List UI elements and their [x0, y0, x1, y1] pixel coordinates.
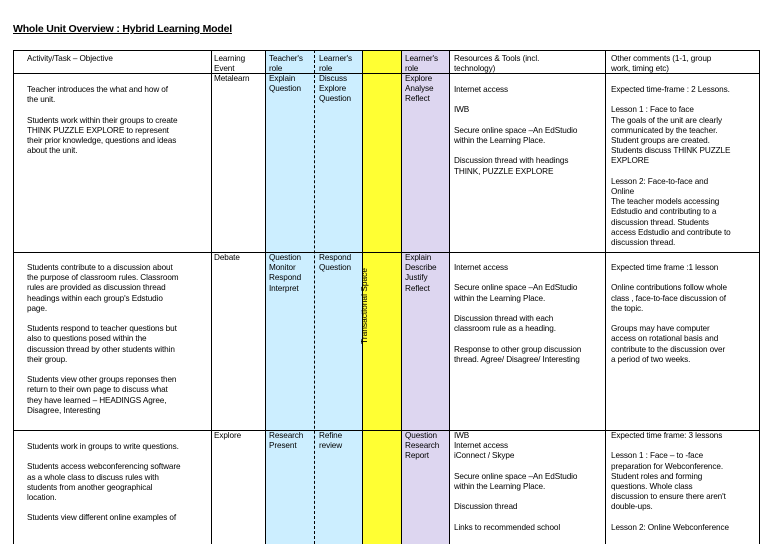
cell-text-line: double-ups.	[611, 502, 653, 512]
cell-text-line: Secure online space –An EdStudio	[454, 125, 578, 135]
row3-learner-role-2	[405, 431, 439, 462]
cell-text-line: the topic.	[611, 303, 644, 313]
cell-text-line: Lesson 2: Online Webconference	[611, 522, 729, 532]
cell-text-line: Lesson 2: Face-to-face and	[611, 176, 709, 186]
row2-comments	[611, 263, 727, 375]
cell-text-line: class , face-to-face discussion of	[611, 293, 726, 303]
cell-text-line: Present	[269, 441, 297, 451]
cell-text-line: thread. Agree/ Disagree/ Interesting	[454, 354, 580, 364]
cell-text-line: classroom rule as a heading.	[454, 324, 556, 334]
cell-text-line: also to questions posed within the	[27, 334, 147, 344]
row1-learning-event	[214, 74, 250, 84]
cell-text-line: questions. Whole class	[611, 482, 693, 491]
header-teachers-role	[269, 54, 303, 74]
cell-text-line: Disagree, Interesting	[27, 405, 101, 415]
cell-text-line: Research	[269, 431, 304, 440]
cell-text-line: Discussion thread	[454, 502, 518, 512]
cell-text-line: Teacher introduces the what and how of	[27, 85, 168, 94]
cell-text-line: as a whole class to discuss rules with	[27, 472, 159, 482]
row1-teacher-role	[269, 74, 301, 94]
cell-text-line: Activity/Task – Objective	[27, 54, 113, 63]
cell-text-line: Students access webconferencing software	[27, 462, 181, 472]
cell-text-line: Students work in groups to write questions.	[27, 442, 179, 451]
document-title: Whole Unit Overview : Hybrid Learning Model	[13, 23, 232, 35]
cell-text-line: Lesson 1 : Face – to -face	[611, 451, 704, 461]
cell-text-line: Report	[405, 451, 429, 461]
cell-text-line: the unit.	[27, 95, 56, 105]
cell-text-line: access on rotational basis and	[611, 334, 719, 344]
column-border	[759, 50, 760, 544]
cell-text-line: Explore	[214, 431, 242, 440]
cell-text-line: communicated by the teacher.	[611, 125, 718, 135]
row3-activity	[27, 442, 180, 534]
cell-text-line: Online	[611, 187, 635, 196]
cell-text-line: Question	[405, 431, 437, 440]
learner-role-column-bg	[314, 50, 362, 544]
cell-text-line: EXPLORE	[611, 156, 649, 166]
cell-text-line: Internet access	[454, 441, 509, 451]
cell-text-line: Justify	[405, 273, 428, 283]
cell-text-line: Lesson 1 : Face to face	[611, 105, 694, 115]
cell-text-line: discussion thread. Students	[611, 217, 709, 227]
cell-text-line: Resources & Tools (incl.	[454, 54, 540, 63]
row1-learner-role-2	[405, 74, 433, 105]
header-activity	[27, 54, 113, 64]
row2-activity	[27, 263, 179, 426]
cell-text-line: Describe	[405, 263, 437, 273]
transactional-space-label: Transactional Space	[359, 267, 369, 345]
cell-text-line: Internet access	[454, 85, 509, 94]
cell-text-line: students from another geographical	[27, 482, 153, 492]
cell-text-line: discussion to ensure there aren't	[611, 492, 726, 502]
column-border-dashed	[314, 50, 315, 544]
row1-comments	[611, 85, 731, 258]
cell-text-line: Question	[319, 263, 351, 273]
column-border	[211, 50, 212, 544]
cell-text-line: Discuss	[319, 74, 347, 83]
cell-text-line: Learning	[214, 54, 246, 63]
row2-teacher-role	[269, 253, 301, 294]
cell-text-line: Analyse	[405, 84, 434, 94]
cell-text-line: their group.	[27, 354, 68, 364]
cell-text-line: Secure online space –An EdStudio	[454, 283, 578, 293]
cell-text-line: a period of two weeks.	[611, 354, 691, 364]
cell-text-line: IWB	[454, 431, 470, 440]
cell-text-line: work, timing etc)	[611, 64, 669, 74]
cell-text-line: role	[405, 64, 419, 74]
row2-learning-event	[214, 253, 240, 263]
cell-text-line: Students view other groups reponses then	[27, 375, 177, 385]
cell-text-line: Respond	[269, 273, 302, 283]
cell-text-line: within the Learning Place.	[454, 135, 546, 145]
cell-text-line: Internet access	[454, 263, 509, 272]
cell-text-line: Expected time frame :1 lesson	[611, 263, 719, 272]
cell-text-line: Students respond to teacher questions but	[27, 324, 177, 334]
cell-text-line: role	[319, 64, 333, 74]
cell-text-line: Teacher's	[269, 54, 303, 63]
row2-learner-role-2	[405, 253, 437, 294]
cell-text-line: contribute to the discussion over	[611, 344, 726, 354]
cell-text-line: THINK PUZZLE EXPLORE to represent	[27, 125, 169, 135]
cell-text-line: they have learned – HEADINGS Agree,	[27, 395, 167, 405]
cell-text-line: Students discuss THINK PUZZLE	[611, 146, 731, 156]
header-learners-role	[319, 54, 352, 74]
cell-text-line: Reflect	[405, 94, 430, 104]
column-border	[13, 50, 14, 544]
cell-text-line: Question	[319, 94, 351, 104]
cell-text-line: Event	[214, 64, 235, 74]
cell-text-line: Explore	[405, 74, 433, 83]
cell-text-line: Students view different online examples of	[27, 513, 177, 523]
cell-text-line: Groups may have computer	[611, 324, 710, 334]
cell-text-line: Edstudio and contributing to a	[611, 207, 717, 217]
header-resources	[454, 54, 539, 74]
cell-text-line: THINK, PUZZLE EXPLORE	[454, 166, 554, 176]
row3-learning-event	[214, 431, 241, 441]
cell-text-line: Explore	[319, 84, 347, 94]
cell-text-line: Monitor	[269, 263, 296, 273]
cell-text-line: Response to other group discussion	[454, 344, 582, 354]
cell-text-line: iConnect / Skype	[454, 451, 515, 461]
header-learners-role-2	[405, 54, 438, 74]
cell-text-line: within the Learning Place.	[454, 293, 546, 303]
cell-text-line: Reflect	[405, 283, 430, 293]
row3-comments	[611, 431, 729, 543]
cell-text-line: Expected time-frame : 2 Lessons.	[611, 85, 730, 94]
cell-text-line: their prior knowledge, questions and ideas	[27, 136, 177, 145]
cell-text-line: Student roles and forming	[611, 471, 703, 481]
column-border	[605, 50, 606, 544]
cell-text-line: Explain	[269, 74, 296, 83]
row2-resources	[454, 263, 581, 375]
cell-text-line: technology)	[454, 64, 496, 74]
cell-text-line: role	[269, 64, 283, 74]
column-border	[449, 50, 450, 544]
cell-text-line: review	[319, 441, 343, 451]
cell-text-line: headings within each group's Edstudio	[27, 293, 163, 303]
cell-text-line: Student groups are created.	[611, 136, 710, 145]
header-learning-event	[214, 54, 245, 74]
cell-text-line: Links to recommended school	[454, 522, 561, 532]
learner-role-2-column-bg	[401, 50, 449, 544]
table-top-border	[13, 50, 759, 51]
cell-text-line: location.	[27, 493, 57, 502]
cell-text-line: Students work within their groups to create	[27, 115, 178, 125]
cell-text-line: rules are provided as discussion thread	[27, 283, 166, 293]
row1-activity	[27, 85, 177, 167]
row3-teacher-role	[269, 431, 303, 451]
cell-text-line: Research	[405, 441, 440, 451]
cell-text-line: Debate	[214, 253, 240, 262]
cell-text-line: The goals of the unit are clearly	[611, 115, 722, 125]
row3-resources	[454, 431, 577, 543]
cell-text-line: Metalearn	[214, 74, 250, 83]
cell-text-line: about the unit.	[27, 146, 78, 156]
cell-text-line: Explain	[405, 253, 432, 262]
cell-text-line: Question	[269, 84, 301, 94]
cell-text-line: Students contribute to a discussion about	[27, 263, 173, 272]
header-comments	[611, 54, 711, 74]
cell-text-line: page.	[27, 303, 47, 313]
cell-text-line: Refine	[319, 431, 343, 440]
cell-text-line: IWB	[454, 105, 470, 115]
cell-text-line: discussion thread by other students within	[27, 344, 175, 354]
row1-resources	[454, 85, 577, 187]
cell-text-line: Learner's	[319, 54, 352, 63]
teacher-role-column-bg	[265, 50, 314, 544]
cell-text-line: Question	[269, 253, 301, 262]
cell-text-line: Online contributions follow whole	[611, 283, 727, 293]
cell-text-line: the purpose of classroom rules. Classroom	[27, 273, 179, 283]
cell-text-line: discussion thread.	[611, 238, 676, 248]
cell-text-line: Respond	[319, 253, 352, 262]
column-border	[401, 50, 402, 544]
row1-learner-role	[319, 74, 351, 105]
cell-text-line: Discussion thread with each	[454, 313, 554, 323]
cell-text-line: preparation for Webconference.	[611, 461, 723, 471]
cell-text-line: within the Learning Place.	[454, 482, 546, 491]
cell-text-line: Secure online space –An EdStudio	[454, 471, 578, 481]
cell-text-line: return to their own page to discuss what	[27, 385, 168, 395]
cell-text-line: Expected time frame: 3 lessons	[611, 431, 723, 440]
column-border	[265, 50, 266, 544]
cell-text-line: Other comments (1-1, group	[611, 54, 712, 63]
row2-learner-role	[319, 253, 351, 273]
cell-text-line: Learner's	[405, 54, 438, 63]
cell-text-line: The teacher models accessing	[611, 197, 720, 207]
cell-text-line: access Edstudio and contribute to	[611, 227, 731, 237]
cell-text-line: Interpret	[269, 283, 299, 293]
cell-text-line: Discussion thread with headings	[454, 156, 569, 166]
row3-learner-role	[319, 431, 342, 451]
